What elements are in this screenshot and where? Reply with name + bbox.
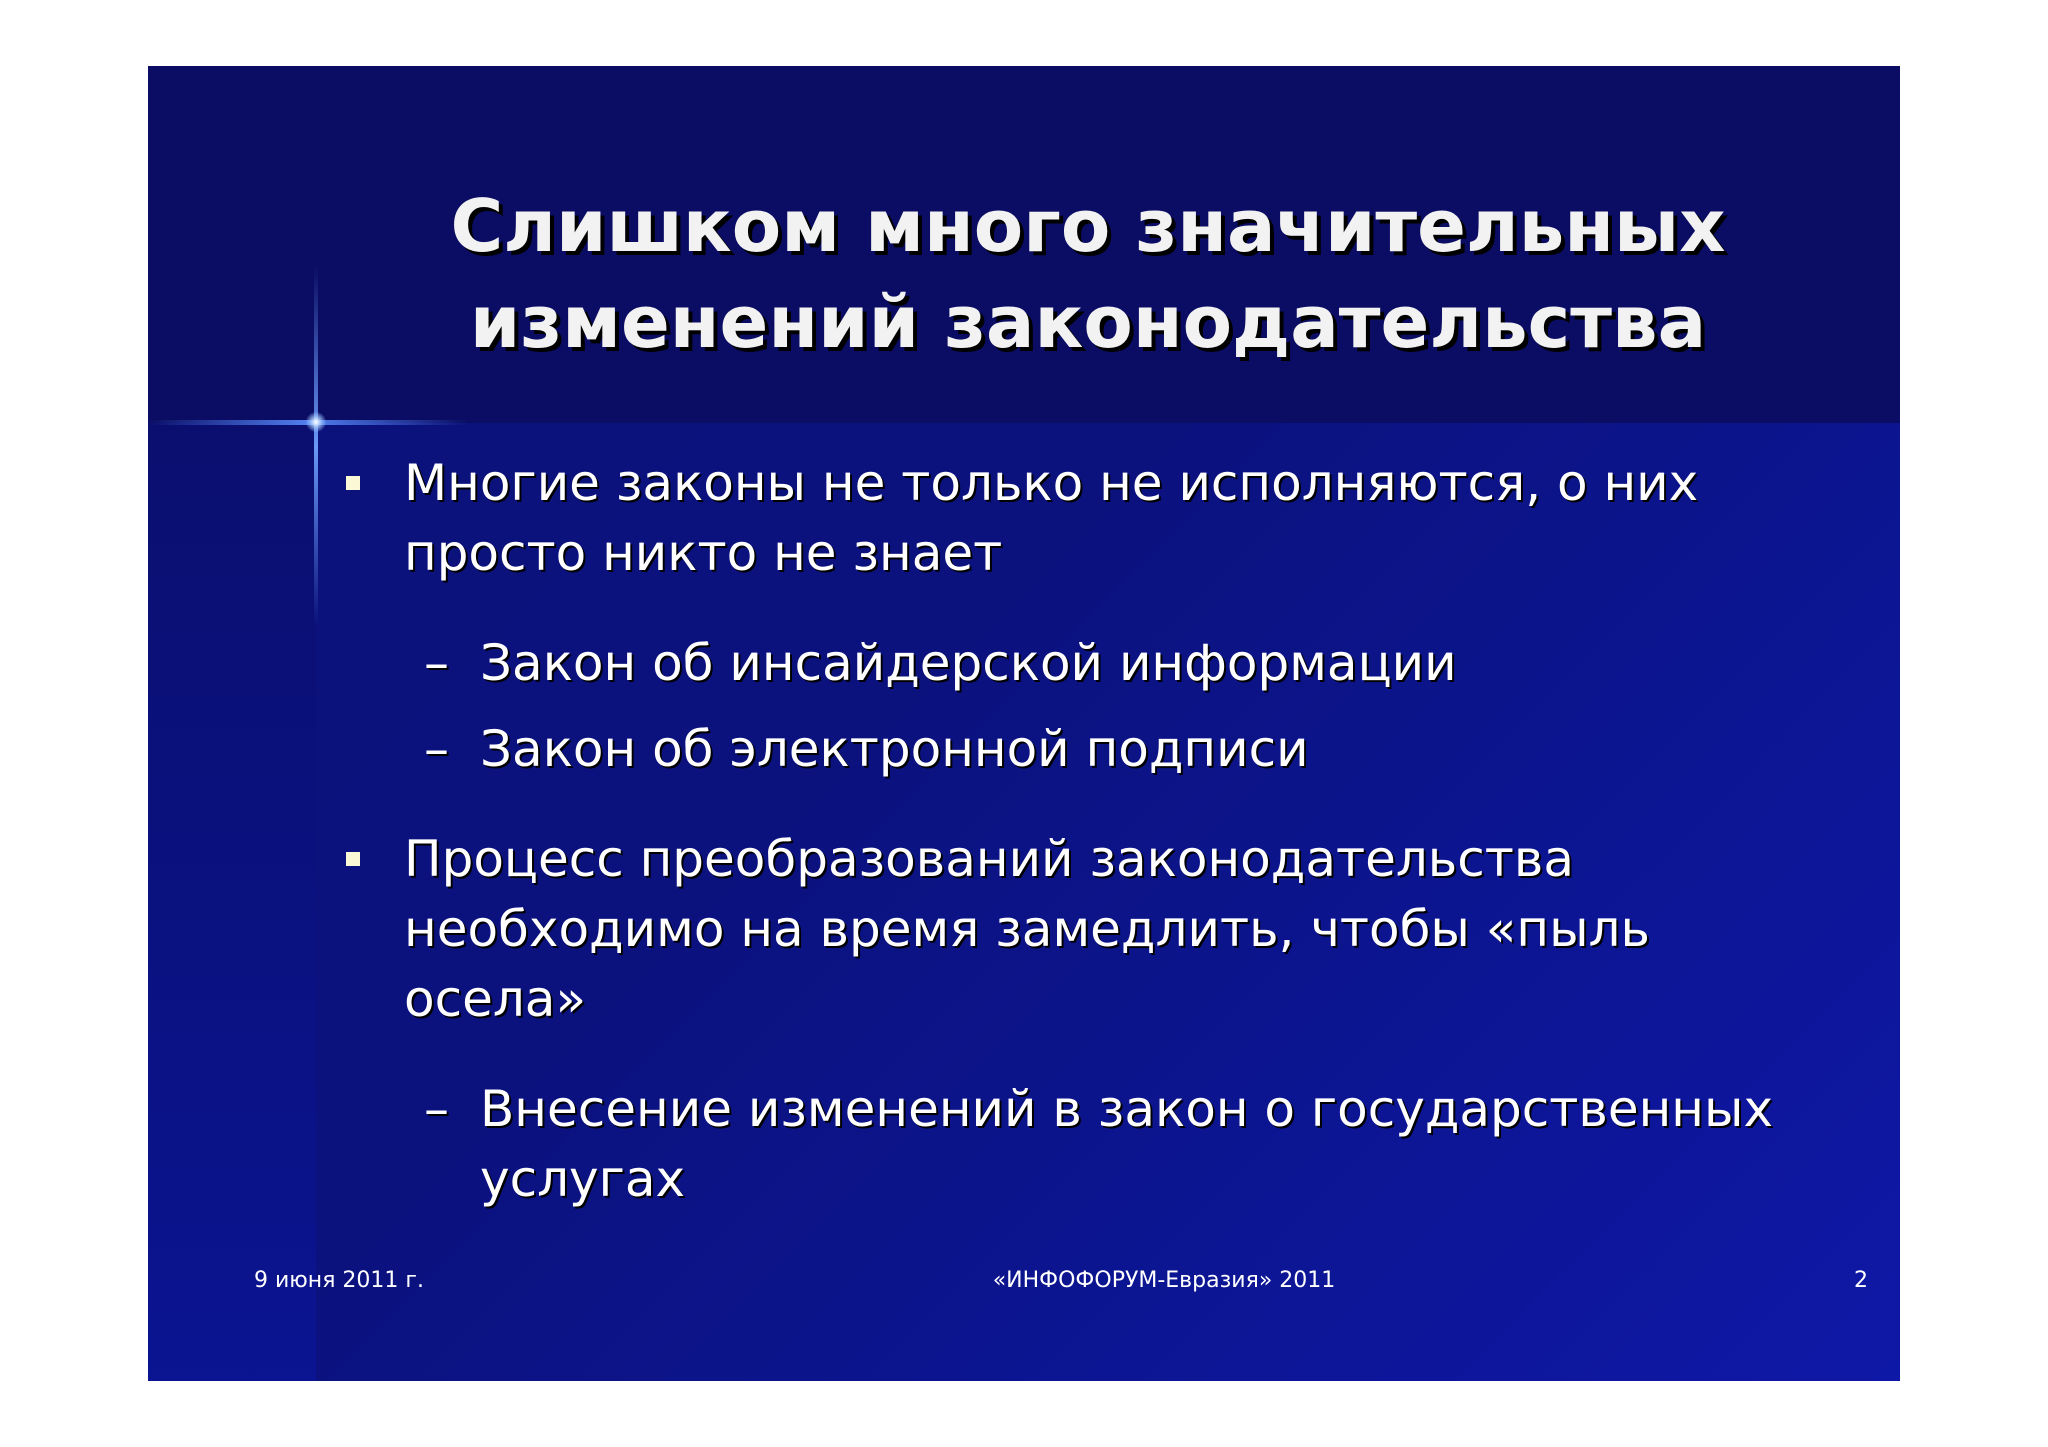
sub-item-esignature-law: Закон об электронной подписи xyxy=(480,720,1309,778)
slide-title xyxy=(348,178,1828,370)
bullet-2-line-2: необходимо на время замедлить, чтобы «пыль xyxy=(404,900,1650,958)
bullet-square-icon xyxy=(346,852,360,866)
footer-event: «ИНФОФОРУМ-Евразия» 2011 xyxy=(992,1268,1336,1293)
sub-item-public-services-line-2: услугах xyxy=(480,1150,686,1208)
bullet-1-line-1: Многие законы не только не исполняются, о них xyxy=(404,454,1699,512)
sub-item-public-services-line-1: Внесение изменений в закон о государственных xyxy=(480,1080,1774,1138)
title-line-2: изменений законодательства xyxy=(469,280,1707,364)
footer-date: 9 июня 2011 г. xyxy=(254,1268,424,1293)
bullet-2-line-3: осела» xyxy=(404,970,587,1028)
title-line-1: Слишком много значительных xyxy=(450,184,1726,268)
bullet-1-line-2: просто никто не знает xyxy=(404,524,1003,582)
sparkle-vertical-decoration xyxy=(314,266,318,626)
page-number: 2 xyxy=(1854,1268,1868,1293)
sub-bullet-dash: – xyxy=(424,1080,449,1138)
slide xyxy=(148,66,1900,1381)
left-accent-strip xyxy=(148,423,316,1381)
bullet-square-icon xyxy=(346,476,360,490)
sub-bullet-dash: – xyxy=(424,720,449,778)
sparkle-star-icon xyxy=(306,412,326,432)
bullet-2-line-1: Процесс преобразований законодательства xyxy=(404,830,1574,888)
sub-item-insider-law: Закон об инсайдерской информации xyxy=(480,634,1457,692)
sub-bullet-dash: – xyxy=(424,634,449,692)
